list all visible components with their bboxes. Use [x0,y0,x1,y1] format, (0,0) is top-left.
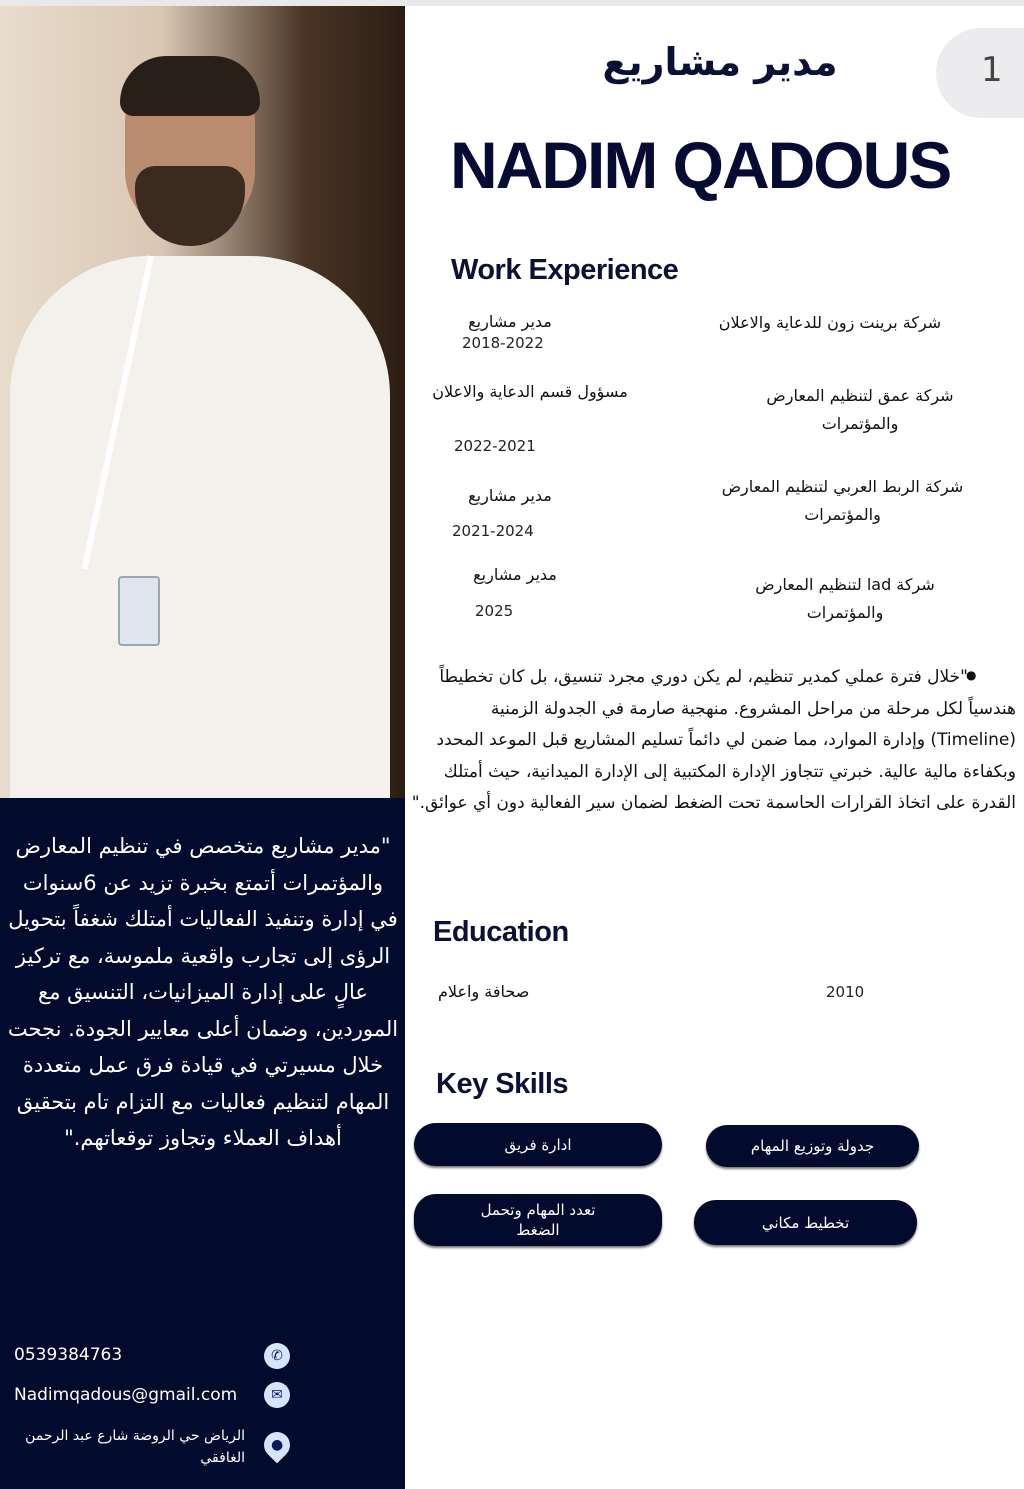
email-text: Nadimqadous@gmail.com [14,1385,238,1405]
photo-badge [118,576,160,646]
job-company: شركة الربط العربي لتنظيم المعارض والمؤتمرات [721,477,964,524]
skill-pill: جدولة وتوزيع المهام [706,1125,919,1167]
location-icon: ● [259,1427,296,1464]
experience-description-text: "خلال فترة عملي كمدير تنظيم، لم يكن دوري مجرد تنسيق، بل كان تخطيطاً هندسياً لكل مرحلة من مراحل المشروع. منهجية صارمة في الجدولة الزمنية (Timeline) وإدارة الموارد، مما ضمن لي دائماً تسليم المشاريع قبل الموعد المحدد وبكفاءة مالية عالية. خبرتي تتجاوز الإدارة المكتبية إلى الإدارة الميدانية، حيث أمتلك القدرة على اتخاذ القرارات الحاسمة تحت الضغط لضمان سير الفعالية دون أي عوائق." [411,667,1016,813]
phone-icon: ✆ [264,1343,290,1369]
job-company: شركة lad لتنظيم المعارض والمؤتمرات [755,575,935,622]
job-role: مدير مشاريع [468,486,552,505]
skill-pill: تعدد المهام وتحمل الضغط [414,1194,662,1246]
photo-shirt [10,256,390,798]
skill-pill: ادارة فريق [414,1123,662,1166]
page-number: 1 [936,28,1024,118]
phone-text: 0539384763 [14,1345,123,1365]
job-dates: 2025 [475,602,514,620]
photo-hair [120,56,260,116]
address-text: الرياض حي الروضة شارع عبد الرحمن الغافقي [25,1428,245,1466]
job-company: شركة برينت زون للدعاية والاعلان [718,313,942,332]
education-degree: صحافة واعلام [438,982,530,1001]
job-role: مدير مشاريع [473,565,557,584]
profile-photo [0,6,405,798]
work-experience-heading: Work Experience [451,254,679,286]
job-dates: 2021-2024 [452,522,534,540]
education-heading: Education [433,916,569,948]
job-company: شركة عمق لتنظيم المعارض والمؤتمرات [766,386,954,433]
candidate-name: NADIM QADOUS [450,128,951,202]
bullet-icon: ● [966,668,977,682]
experience-description [410,662,1016,820]
education-year: 2010 [826,983,865,1001]
key-skills-heading: Key Skills [436,1068,569,1100]
job-dates: 2022-2021 [454,437,536,455]
job-role: مدير مشاريع [468,312,552,331]
photo-beard [135,166,245,246]
skill-pill: تخطيط مكاني [694,1200,917,1245]
job-dates: 2018-2022 [462,334,544,352]
email-icon: ✉ [264,1382,290,1408]
profile-summary: "مدير مشاريع متخصص في تنظيم المعارض والمؤتمرات أتمتع بخبرة تزيد عن 6سنوات في إدارة وتنفيذ الفعاليات أمتلك شغفاً بتحويل الرؤى إلى تجارب واقعية ملموسة، مع تركيز عالٍ على إدارة الميزانيات، التنسيق مع الموردين، وضمان أعلى معايير الجودة. نجحت خلال مسيرتي في قيادة فرق عمل متعددة المهام لتنظيم فعاليات مع التزام تام بتحقيق أهداف العملاء وتجاوز توقعاتهم." [7,834,399,1150]
job-role: مسؤول قسم الدعاية والاعلان [432,382,628,401]
job-title: مدير مشاريع [602,40,838,84]
